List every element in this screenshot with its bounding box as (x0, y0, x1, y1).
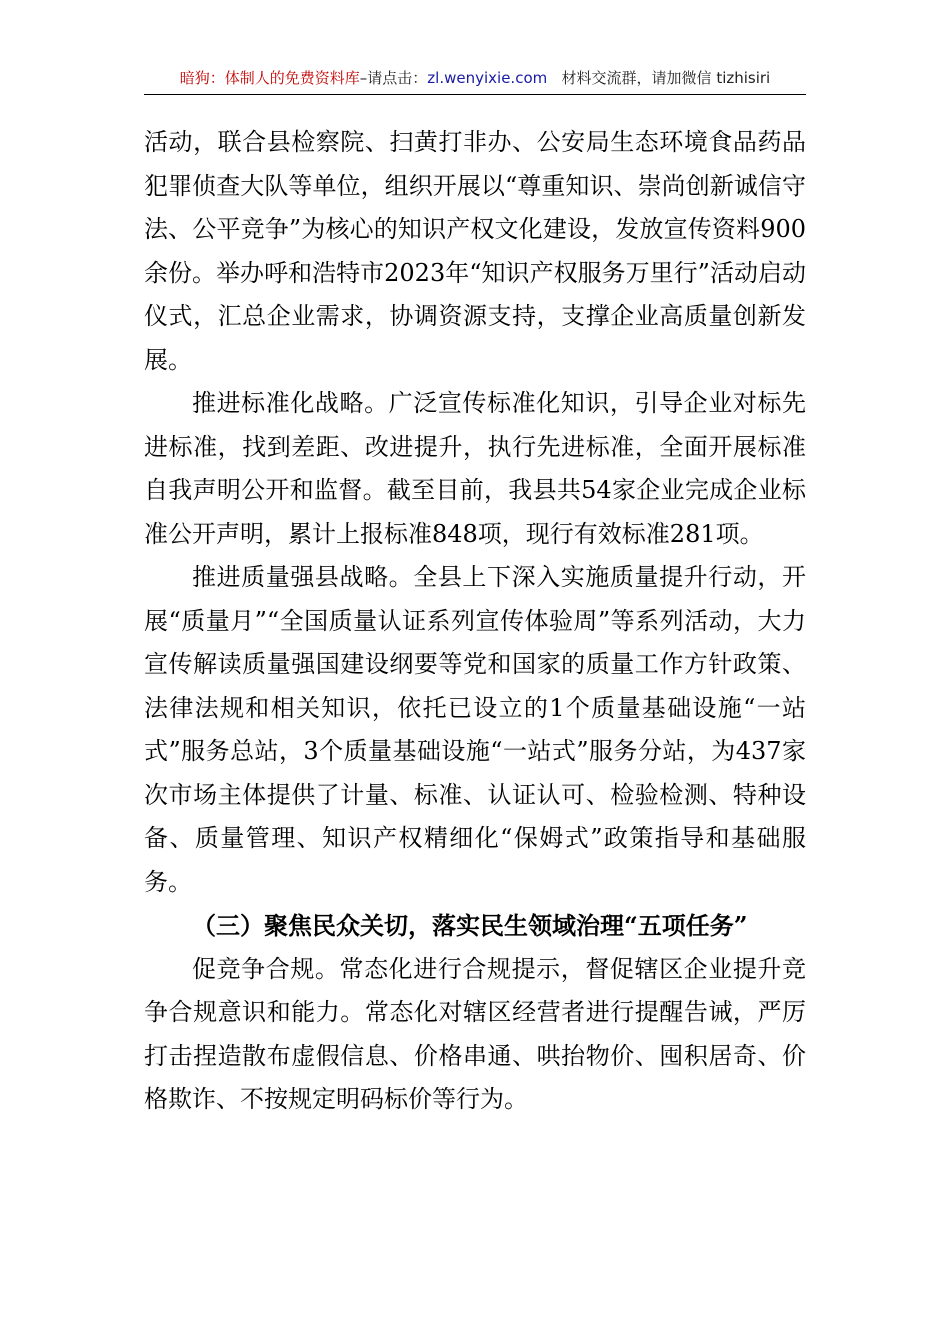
paragraph-continuation: 活动，联合县检察院、扫黄打非办、公安局生态环境食品药品犯罪侦查大队等单位，组织开展以“尊重知识、崇尚创新诚信守法、公平竞争”为核心的知识产权文化建设，发放宣传资料900余份。举办呼和浩特市2023年“知识产权服务万里行”活动启动仪式，汇总企业需求，协调资源支持，支撑企业高质量创新发展。 (144, 128, 806, 374)
header-click-prefix: –请点击： (359, 69, 428, 87)
header-contact: 材料交流群，请加微信 tizhisiri (561, 69, 771, 87)
paragraph-quality: 推进质量强县战略。全县上下深入实施质量提升行动，开展“质量月”“全国质量认证系列宣传体验周”等系列活动，大力宣传解读质量强国建设纲要等党和国家的质量工作方针政策、法律法规和相关知识，依托已设立的1个质量基础设施“一站式”服务总站，3个质量基础设施“一站式”服务分站，为437家次市场主体提供了计量、标准、认证认可、检验检测、特种设备、质量管理、知识产权精细化“保姆式”政策指导和基础服务。 (144, 563, 806, 896)
paragraph-standardization: 推进标准化战略。广泛宣传标准化知识，引导企业对标先进标准，找到差距、改进提升，执行先进标准，全面开展标准自我声明公开和监督。截至目前，我县共54家企业完成企业标准公开声明，累计上报标准848项，现行有效标准281项。 (144, 389, 806, 548)
page-header (144, 62, 806, 95)
header-brand: 暗狗：体制人的免费资料库 (179, 69, 360, 87)
paragraph-competition: 促竞争合规。常态化进行合规提示，督促辖区企业提升竞争合规意识和能力。常态化对辖区经营者进行提醒告诫，严厉打击捏造散布虚假信息、价格串通、哄抬物价、囤积居奇、价格欺诈、不按规定明码标价等行为。 (144, 954, 806, 1113)
header-link[interactable]: zl.wenyixie.com (427, 69, 548, 87)
section-heading: （三）聚焦民众关切，落实民生领域治理“五项任务” (192, 911, 748, 940)
document-body (144, 121, 806, 1122)
